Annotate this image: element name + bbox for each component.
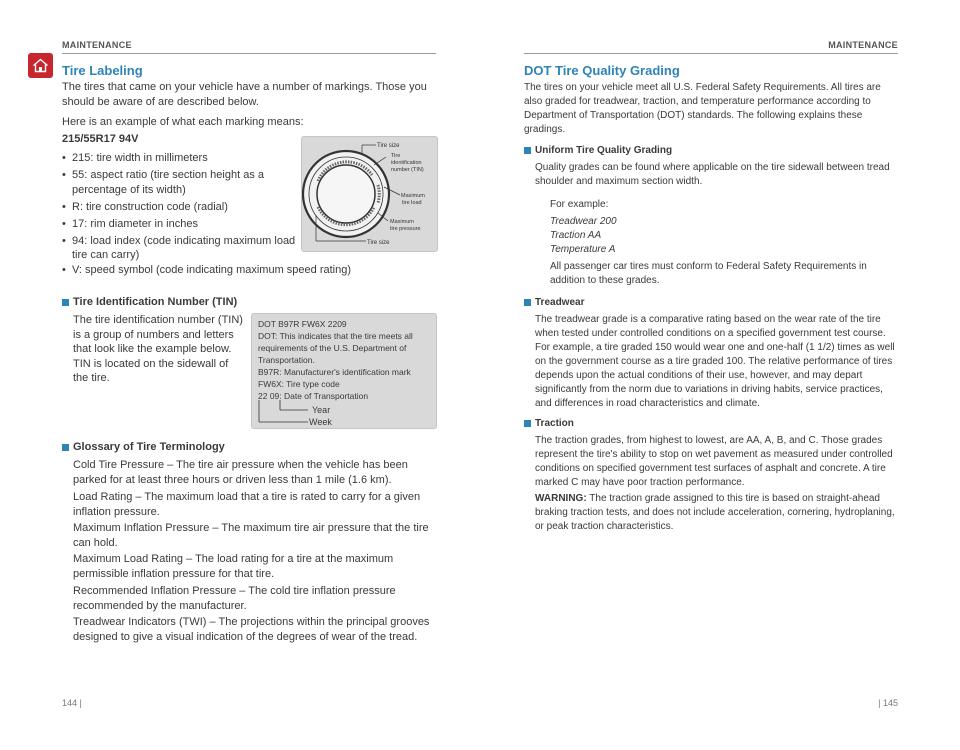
list-item: • 215: tire width in millimeters: [62, 151, 300, 166]
traction-heading: [524, 418, 574, 429]
tin-line: DOT: This indicates that the tire meets all requirements of the U.S. Department of Transportation.: [258, 331, 413, 365]
tire-size-label: Tire size: [377, 143, 400, 149]
tin-example-box: [251, 313, 437, 429]
tin-line: 22 09: Date of Transportation: [258, 391, 369, 401]
tin-label: Tire identification number (TIN): [391, 153, 424, 173]
list-item: • V: speed symbol (code indicating maximum speed rating): [62, 263, 434, 278]
section-square-icon: [62, 299, 69, 306]
warning-label: WARNING:: [535, 493, 587, 504]
traction-text: The traction grades, from highest to lowest, are AA, A, B, and C. Those grades represent the tire's ability to stop on wet pavement as measured under controlled conditions on specified government test surfaces of asphalt and concrete. A tire marked C may have poor traction performance.: [535, 435, 893, 488]
page-title: Tire Labeling: [62, 63, 143, 78]
uniform-note: All passenger car tires must conform to Federal Safety Requirements in addition to these grades.: [550, 261, 867, 286]
tin-line: FW6X: Tire type code: [258, 379, 340, 389]
warning-text: The traction grade assigned to this tire is based on straight-ahead braking traction tests, and does not include acceleration, cornering, hydroplaning, or peak traction characteristics.: [535, 493, 895, 532]
traction-heading-label: Traction: [535, 418, 574, 429]
tin-heading: [62, 296, 237, 308]
tin-line: B97R: Manufacturer's identification mark: [258, 367, 411, 377]
section-square-icon: [524, 299, 531, 306]
page-title: DOT Tire Quality Grading: [524, 63, 680, 78]
list-item: • 17: rim diameter in inches: [62, 217, 300, 232]
uniform-heading: [524, 145, 672, 156]
header-divider: [524, 53, 898, 54]
treadwear-text: The treadwear grade is a comparative rating based on the wear rate of the tire when tested under controlled conditions on a specified government test course. For example, a tire graded 150 would wear one and one-half (1 1/2) times as well on the government course as a tire graded 100. The relative performance of tires depends upon the actual conditions of their use, however, and may depart significantly from the norm due to variations in driving habits, service practices, and differences in road characteristics and climate.: [535, 314, 895, 409]
tire-size-label-bottom: Tire size: [367, 240, 390, 246]
example-intro: Here is an example of what each marking means:: [62, 116, 304, 128]
glossary-item: Treadwear Indicators (TWI) – The projections within the principal grooves designed to give a visual indication of the degrees of wear of the tread.: [73, 616, 430, 643]
max-pressure-label: Maximum tire pressure: [390, 219, 421, 232]
right-page: [480, 0, 960, 750]
treadwear-heading-label: Treadwear: [535, 297, 585, 308]
intro-text: The tires on your vehicle meet all U.S. Federal Safety Requirements. All tires are also graded for treadwear, traction, and temperature performance according to Department of Transportation (DOT) standards. The following explains these gradings.: [524, 82, 881, 135]
for-example-label: For example:: [550, 199, 609, 210]
glossary-heading: [62, 441, 225, 453]
tire-sidewall-diagram: [301, 136, 438, 252]
max-load-label: Maximum tire load: [401, 193, 425, 206]
home-button[interactable]: [28, 53, 53, 78]
tin-description: The tire identification number (TIN) is a group of numbers and letters that look like the example below. TIN is located on the sidewall of the tire.: [73, 314, 243, 384]
tin-heading-label: Tire Identification Number (TIN): [73, 296, 238, 308]
uniform-heading-label: Uniform Tire Quality Grading: [535, 145, 673, 156]
glossary-heading-label: Glossary of Tire Terminology: [73, 441, 225, 453]
example-traction: Traction AA: [550, 230, 602, 241]
section-header: MAINTENANCE: [62, 40, 132, 50]
year-label: Year: [312, 405, 331, 415]
page-number: 144 |: [62, 698, 82, 708]
list-item: • R: tire construction code (radial): [62, 200, 300, 215]
glossary-item: Load Rating – The maximum load that a tire is rated to carry for a given inflation pressure.: [73, 491, 421, 518]
glossary-item: Maximum Load Rating – The load rating for a tire at the maximum permissible inflation pressure for that tire.: [73, 553, 394, 580]
section-square-icon: [524, 420, 531, 427]
list-item: • 55: aspect ratio (tire section height as a percentage of its width): [62, 168, 300, 197]
home-icon: [32, 58, 49, 73]
header-divider: [62, 53, 436, 54]
intro-text: The tires that came on your vehicle have a number of markings. Those you should be aware of are described below.: [62, 81, 427, 108]
example-treadwear: Treadwear 200: [550, 216, 617, 227]
example-temperature: Temperature A: [550, 244, 616, 255]
list-item: • 94: load index (code indicating maximum load tire can carry): [62, 234, 300, 263]
tire-illustration: [302, 137, 437, 251]
page-number: | 145: [878, 698, 898, 708]
glossary-item: Recommended Inflation Pressure – The cold tire inflation pressure recommended by the manufacturer.: [73, 585, 396, 612]
traction-warning: [535, 492, 897, 534]
tin-line: DOT B97R FW6X 2209: [258, 319, 347, 329]
section-header: MAINTENANCE: [828, 40, 898, 50]
glossary-item: Maximum Inflation Pressure – The maximum tire air pressure that the tire can hold.: [73, 522, 429, 549]
tin-callout-lines: [252, 314, 436, 428]
uniform-text: Quality grades can be found where applicable on the tire sidewall between tread shoulder and maximum section width.: [535, 162, 890, 187]
section-square-icon: [524, 147, 531, 154]
section-square-icon: [62, 444, 69, 451]
treadwear-heading: [524, 297, 584, 308]
glossary-item: Cold Tire Pressure – The tire air pressure when the vehicle has been parked for at least three hours or driven less than 1 mile (1.6 km).: [73, 459, 408, 486]
week-label: Week: [309, 417, 332, 427]
marking-list-last: [62, 263, 434, 280]
tire-code: 215/55R17 94V: [62, 133, 139, 145]
marking-list: [62, 151, 300, 265]
